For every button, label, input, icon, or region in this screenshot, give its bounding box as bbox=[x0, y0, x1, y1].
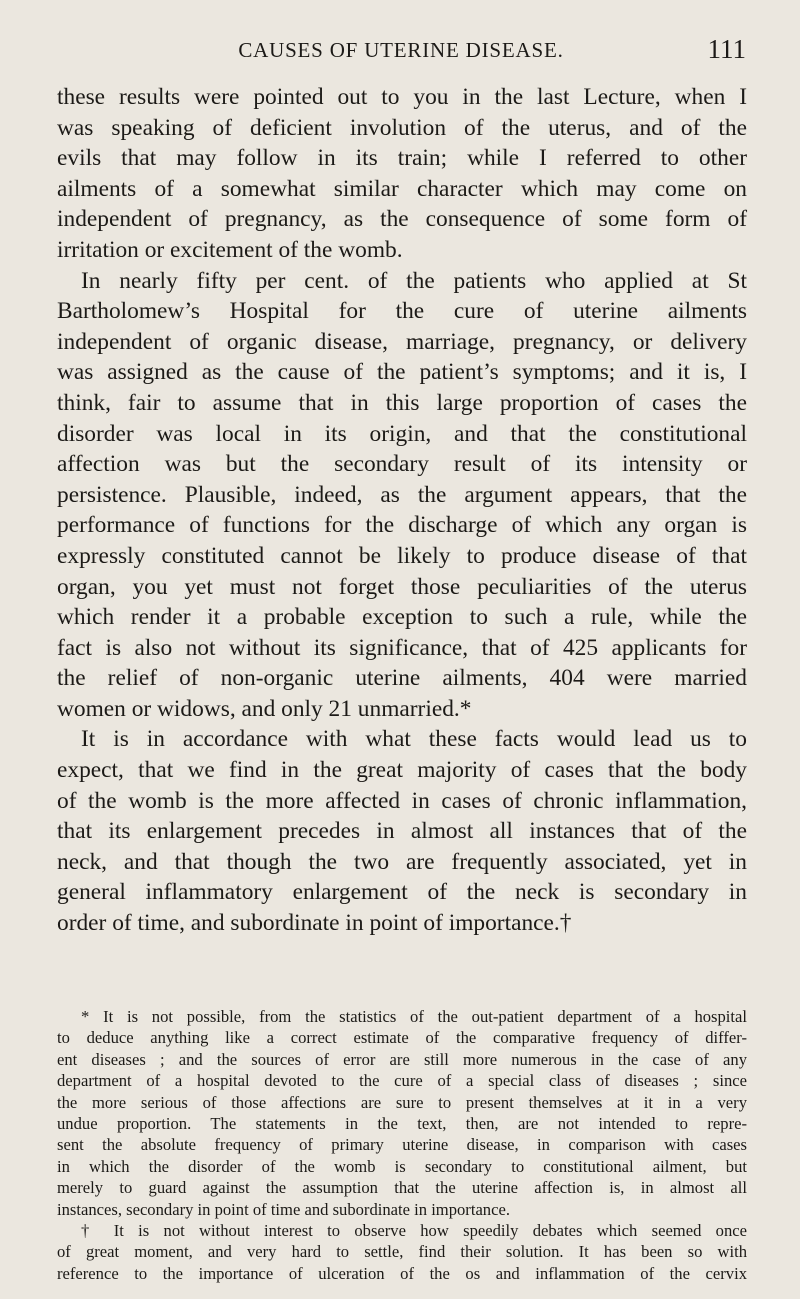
text-line: independent of organic disease, marriage, pregnancy, or delivery bbox=[57, 328, 747, 355]
text-line: organ, you yet must not forget those peculiarities of the uterus bbox=[57, 573, 747, 600]
footnote-line: department of a hospital devoted to the cure of a special class of diseases ; since bbox=[57, 1071, 747, 1091]
footnote-line: the more serious of those affections are sure to present themselves at it in a very bbox=[57, 1092, 747, 1112]
footnote-line: of great moment, and very hard to settle, find their solution. It has been so with bbox=[57, 1242, 747, 1262]
text-line: disorder was local in its origin, and that the constitutional bbox=[57, 420, 747, 447]
text-line: these results were pointed out to you in the last Lecture, when I bbox=[57, 84, 747, 110]
footnote-line: merely to guard against the assumption that the uterine affection is, in almost all bbox=[57, 1178, 747, 1198]
text-line: persistence. Plausible, indeed, as the argument appears, that the bbox=[57, 481, 747, 508]
footnote-line: instances, secondary in point of time and subordinate in importance. bbox=[57, 1199, 510, 1219]
footnotes bbox=[57, 1006, 747, 1284]
text-line: fact is also not without its significance, that of 425 applicants for bbox=[57, 634, 747, 661]
text-line: It is in accordance with what these facts would lead us to bbox=[81, 726, 747, 753]
text-line: was speaking of deficient involution of the uterus, and of the bbox=[57, 114, 747, 141]
body-text bbox=[57, 82, 747, 939]
page-number: 111 bbox=[707, 34, 746, 64]
footnote-line: ent diseases ; and the sources of error are still more numerous in the case of any bbox=[57, 1049, 747, 1069]
text-line: Bartholomew’s Hospital for the cure of uterine ailments bbox=[57, 298, 747, 325]
text-line: that its enlargement precedes in almost all instances that of the bbox=[57, 818, 747, 845]
text-line: expect, that we find in the great majority of cases that the body bbox=[57, 757, 747, 784]
text-line: was assigned as the cause of the patient’s symptoms; and it is, I bbox=[57, 359, 747, 386]
footnote-line: reference to the importance of ulceration of the os and inflammation of the cervix bbox=[57, 1263, 747, 1283]
text-line: neck, and that though the two are frequently associated, yet in bbox=[57, 848, 747, 875]
text-line: of the womb is the more affected in cases of chronic inflammation, bbox=[57, 787, 747, 814]
text-line: evils that may follow in its train; while I referred to other bbox=[57, 145, 747, 172]
footnote-line: in which the disorder of the womb is secondary to constitutional ailment, but bbox=[57, 1156, 747, 1176]
text-line: In nearly fifty per cent. of the patients who applied at St bbox=[81, 267, 747, 294]
text-line: general inflammatory enlargement of the neck is secondary in bbox=[57, 879, 747, 906]
footnote-line: † It is not without interest to observe how speedily debates which seemed once bbox=[81, 1220, 747, 1240]
footnote-line: to deduce anything like a correct estimate of the comparative frequency of differ- bbox=[57, 1028, 747, 1048]
text-line: independent of pregnancy, as the consequence of some form of bbox=[57, 206, 747, 233]
text-line: women or widows, and only 21 unmarried.* bbox=[57, 695, 472, 722]
text-line: irritation or excitement of the womb. bbox=[57, 236, 403, 263]
footnote-line: sent the absolute frequency of primary uterine disease, in comparison with cases bbox=[57, 1135, 747, 1155]
text-line: expressly constituted cannot be likely to produce disease of that bbox=[57, 542, 747, 569]
text-line: the relief of non-organic uterine ailments, 404 were married bbox=[57, 665, 747, 692]
page-header bbox=[56, 34, 746, 74]
footnote-line: undue proportion. The statements in the text, then, are not intended to repre- bbox=[57, 1113, 747, 1133]
text-line: which render it a probable exception to such a rule, while the bbox=[57, 604, 747, 631]
text-line: think, fair to assume that in this large proportion of cases the bbox=[57, 389, 747, 416]
text-line: performance of functions for the discharge of which any organ is bbox=[57, 512, 747, 539]
text-line: order of time, and subordinate in point of importance.† bbox=[57, 910, 572, 937]
running-head: CAUSES OF UTERINE DISEASE. bbox=[238, 38, 564, 62]
text-line: affection was but the secondary result of its intensity or bbox=[57, 451, 747, 478]
footnote-line: * It is not possible, from the statistics of the out-patient department of a hospital bbox=[81, 1007, 747, 1026]
text-line: ailments of a somewhat similar character which may come on bbox=[57, 175, 747, 202]
